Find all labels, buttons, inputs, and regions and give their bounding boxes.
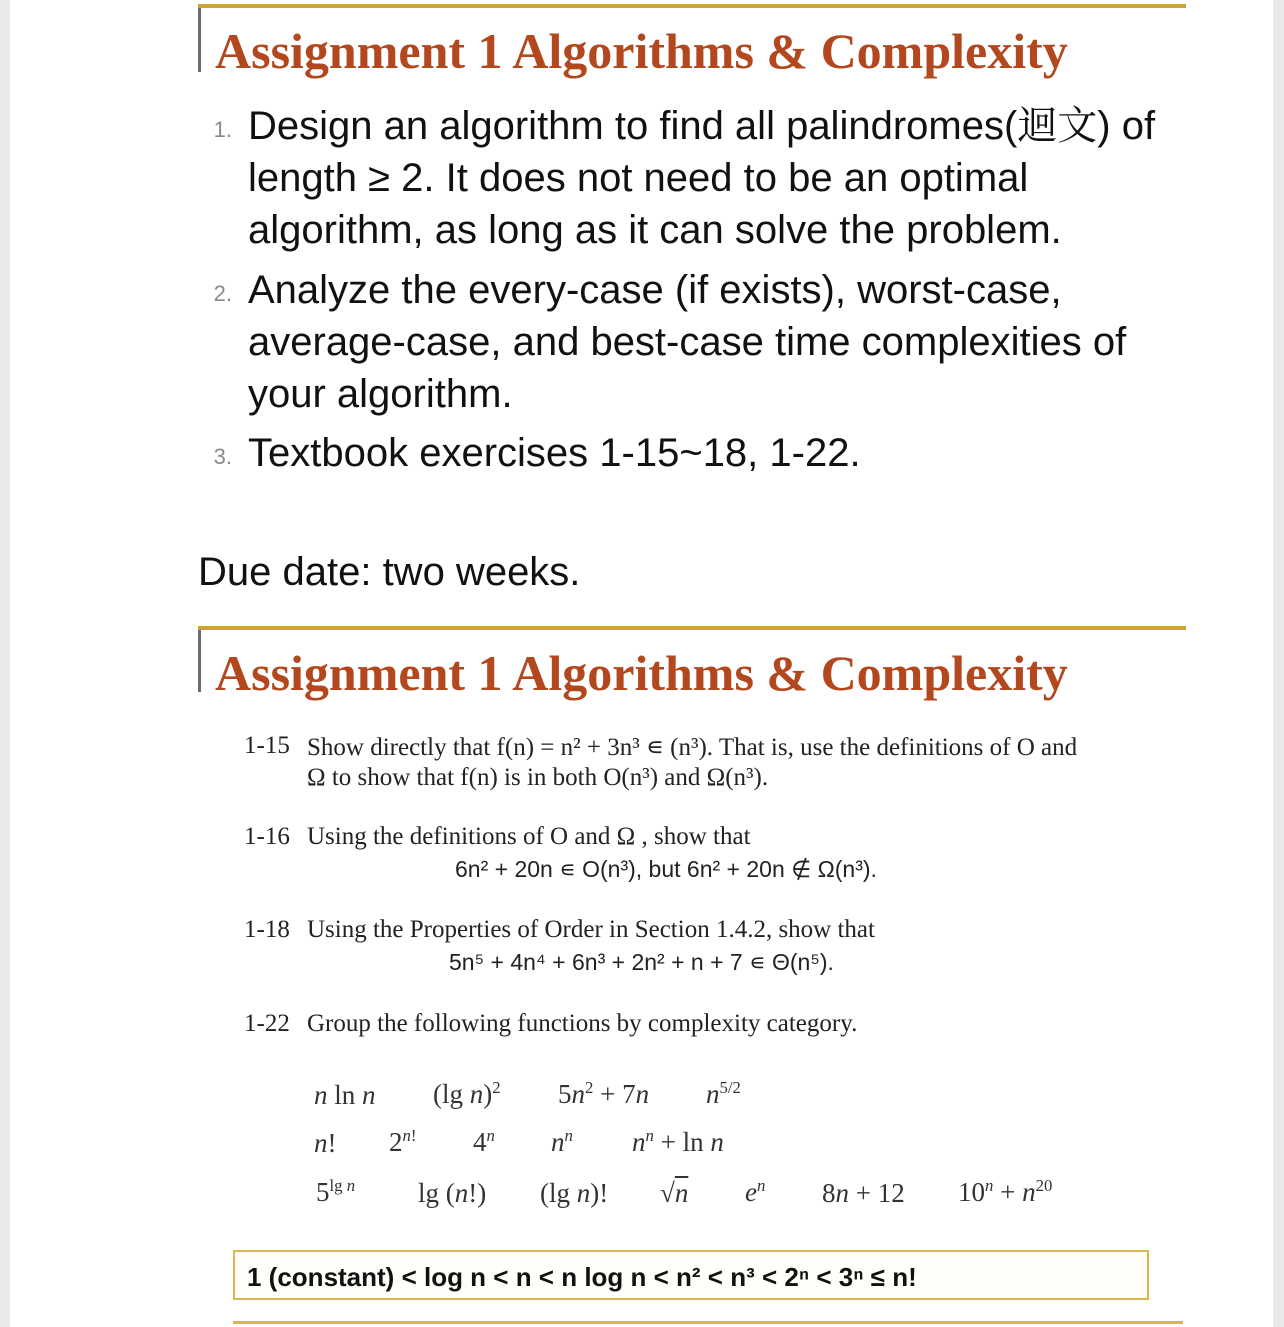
function-term: (lg n)$^2$ [433, 1078, 501, 1109]
function-term: $5n^2 + 7n$ [558, 1078, 650, 1109]
function-term: $5^{lg n}$ [316, 1176, 356, 1207]
slide1-title: Assignment 1 Algorithms & Complexity [215, 23, 1068, 79]
function-term: $n^{5/2}$ [706, 1078, 741, 1109]
function-term: (lg n)! [540, 1178, 609, 1208]
slide2-title-bar [198, 626, 1186, 701]
function-term: $10^n + n^{20}$ [958, 1176, 1053, 1207]
title-gold-rule [198, 4, 1186, 8]
task-number: 2. [213, 281, 232, 306]
complexity-order: 1 (constant) < log n < n < n log n < n² < n³ < 2ⁿ < 3ⁿ ≤ n! [247, 1262, 917, 1292]
function-term: 4$^n$ [473, 1126, 495, 1157]
function-term: lg (n!) [418, 1178, 487, 1208]
exercise-line: Group the following functions by complexity category. [307, 1010, 858, 1037]
exercise-line: Using the definitions of O and Ω , show that [307, 823, 751, 850]
bottom-gold-rule [233, 1321, 1183, 1324]
task-text: Design an algorithm to find all palindromes(迴文) of length ≥ 2. It does not need to be an optimal algorithm, as long as it can solve the problem. [248, 104, 1156, 252]
exercise-formula: 6n² + 20n ∊ O(n³), but 6n² + 20n ∉ Ω(n³). [455, 856, 877, 882]
task-text: Textbook exercises 1-15~18, 1-22. [248, 431, 861, 475]
exercise-line: Show directly that f(n) = n² + 3n³ ∊ (n³). That is, use the definitions of O and [307, 734, 1078, 761]
function-term: n! [314, 1128, 337, 1158]
exercise-code: 1-15 [244, 732, 290, 759]
task-number: 1. [213, 117, 232, 142]
answer-box [233, 1250, 1149, 1300]
function-term: $n^n$ [551, 1126, 573, 1157]
task-text: Analyze the every-case (if exists), worst-case, average-case, and best-case time complexities of your algorithm. [248, 268, 1127, 416]
function-term: √n [660, 1178, 689, 1208]
exercise-code: 1-16 [244, 823, 290, 850]
task-number: 3. [213, 444, 232, 469]
slide1-title-bar [198, 4, 1186, 79]
function-term: 8n + 12 [822, 1178, 905, 1208]
function-term: $e^n$ [745, 1176, 766, 1207]
title-gold-rule [198, 626, 1186, 630]
slide2-title: Assignment 1 Algorithms & Complexity [215, 645, 1068, 701]
function-term: n ln n [314, 1080, 376, 1110]
function-term: $n^n + \ln n$ [632, 1126, 724, 1157]
exercise-code: 1-22 [244, 1010, 290, 1037]
function-term: $2^{n!}$ [389, 1126, 417, 1157]
due-date: Due date: two weeks. [198, 550, 581, 594]
exercise-formula: 5n⁵ + 4n⁴ + 6n³ + 2n² + n + 7 ∊ Θ(n⁵). [449, 949, 834, 975]
exercise-line: Using the Properties of Order in Section 1.4.2, show that [307, 916, 875, 943]
exercise-code: 1-18 [244, 916, 290, 943]
exercise-line: Ω to show that f(n) is in both O(n³) and Ω(n³). [307, 764, 769, 791]
